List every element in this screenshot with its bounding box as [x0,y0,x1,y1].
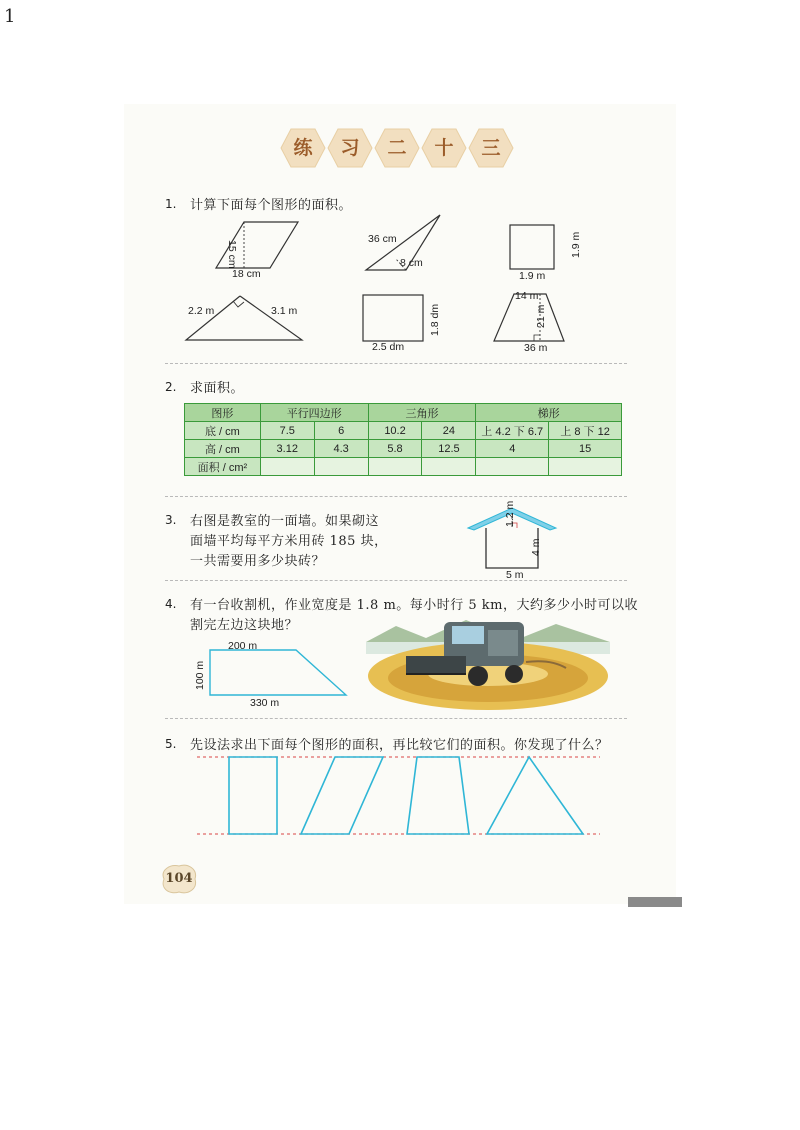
q4-number: 4. [165,597,177,611]
roof-height-label: 1.2 m [504,500,516,527]
exercise-title [280,128,520,170]
wall-height-label: 4 m [530,538,542,556]
table-cell: 4 [476,440,549,458]
table-cell: 24 [422,422,476,440]
table-cell: 12.5 [422,440,476,458]
table-cell: 15 [549,440,622,458]
table-cell: 6 [314,422,368,440]
title-hex-5: 三 [468,128,514,168]
table-cell: 3.12 [260,440,314,458]
separator-3 [165,580,627,581]
table-row [185,440,622,458]
q3-number: 3. [165,513,177,527]
q2-number: 2. [165,380,177,394]
table-cell: 10.2 [368,422,422,440]
q2-text: 求面积。 [190,381,245,396]
q4-line-1: 有一台收割机，作业宽度是 1.8 m。每小时行 5 km，大约多少小时可以收 [190,598,639,613]
table-header-row [185,404,622,422]
trapezoid-height-label: 21 m [535,304,547,328]
title-hex-4: 十 [421,128,467,168]
q5-parallelogram [301,757,383,834]
top-page-number: 1 [4,6,16,27]
field-height-label: 100 m [194,660,206,690]
table-row [185,422,622,440]
harvester-illustration [366,612,610,710]
separator-4 [165,718,627,719]
square-side-right-label: 1.9 m [570,231,582,258]
q5-rectangle [229,757,277,834]
parallelogram-height-label: 15 cm [226,240,238,269]
row-label: 高 / cm [185,440,261,458]
row-label: 面积 / cm² [185,458,261,476]
table-cell: 上 4.2 下 6.7 [476,422,549,440]
field-bottom-label: 330 m [250,697,280,709]
triangle-a-side-label: 36 cm [368,233,397,245]
wall-width-label: 5 m [506,569,524,581]
table-cell: 4.3 [314,440,368,458]
q1-number: 1. [165,197,177,211]
separator-2 [165,496,627,497]
header-cell: 三角形 [368,404,476,422]
title-hex-1: 练 [280,128,326,168]
right-triangle-leg-a-label: 2.2 m [188,305,215,317]
parallelogram-base-label: 18 cm [232,268,261,280]
q5-figures [195,748,605,848]
table-cell: 上 8 下 12 [549,422,622,440]
page-number-badge: 104 [158,862,200,896]
field-top-label: 200 m [228,640,258,652]
trapezoid-top-label: 14 m [515,290,539,302]
title-hex-2: 习 [327,128,373,168]
q1-figures [170,210,630,360]
right-angle-mark [233,301,244,307]
table-cell: 5.8 [368,440,422,458]
area-table [184,403,622,476]
separator-1 [165,363,627,364]
q4-line-2: 割完左边这块地？ [190,618,299,633]
q3-line-1: 右图是教室的一面墙。如果砌这 [190,514,380,529]
row-label: 底 / cm [185,422,261,440]
table-cell: 7.5 [260,422,314,440]
answer-cell[interactable] [476,458,549,476]
q5-triangle [487,757,583,834]
q3-line-2: 面墙平均每平方米用砖 185 块， [190,534,388,549]
q5-trapezoid [407,757,469,834]
trapezoid-bottom-label: 36 m [524,342,548,354]
square-shape [510,225,554,269]
header-cell: 平行四边形 [260,404,368,422]
right-triangle-leg-b-label: 3.1 m [271,305,298,317]
rectangle-shape [363,295,423,341]
answer-cell[interactable] [260,458,314,476]
answer-cell[interactable] [422,458,476,476]
table-row [185,458,622,476]
title-hex-3: 二 [374,128,420,168]
answer-cell[interactable] [368,458,422,476]
footer-bar [628,897,682,907]
rectangle-height-label: 1.8 dm [429,303,441,336]
header-cell: 梯形 [476,404,622,422]
header-cell: 图形 [185,404,261,422]
rectangle-width-label: 2.5 dm [372,341,405,353]
answer-cell[interactable] [314,458,368,476]
triangle-a-height-label: 8 cm [400,257,423,269]
q5-number: 5. [165,737,177,751]
q3-line-3: 一共需要用多少块砖？ [190,554,326,569]
answer-cell[interactable] [549,458,622,476]
q5-text: 先设法求出下面每个图形的面积，再比较它们的面积。你发现了什么？ [190,738,609,753]
trapezoid-right-angle [534,335,540,341]
right-triangle-edges [186,296,302,340]
q1-text: 计算下面每个图形的面积。 [190,198,353,213]
field-diagram [200,640,360,710]
field-trapezoid [210,650,346,695]
square-side-bottom-label: 1.9 m [519,270,546,282]
